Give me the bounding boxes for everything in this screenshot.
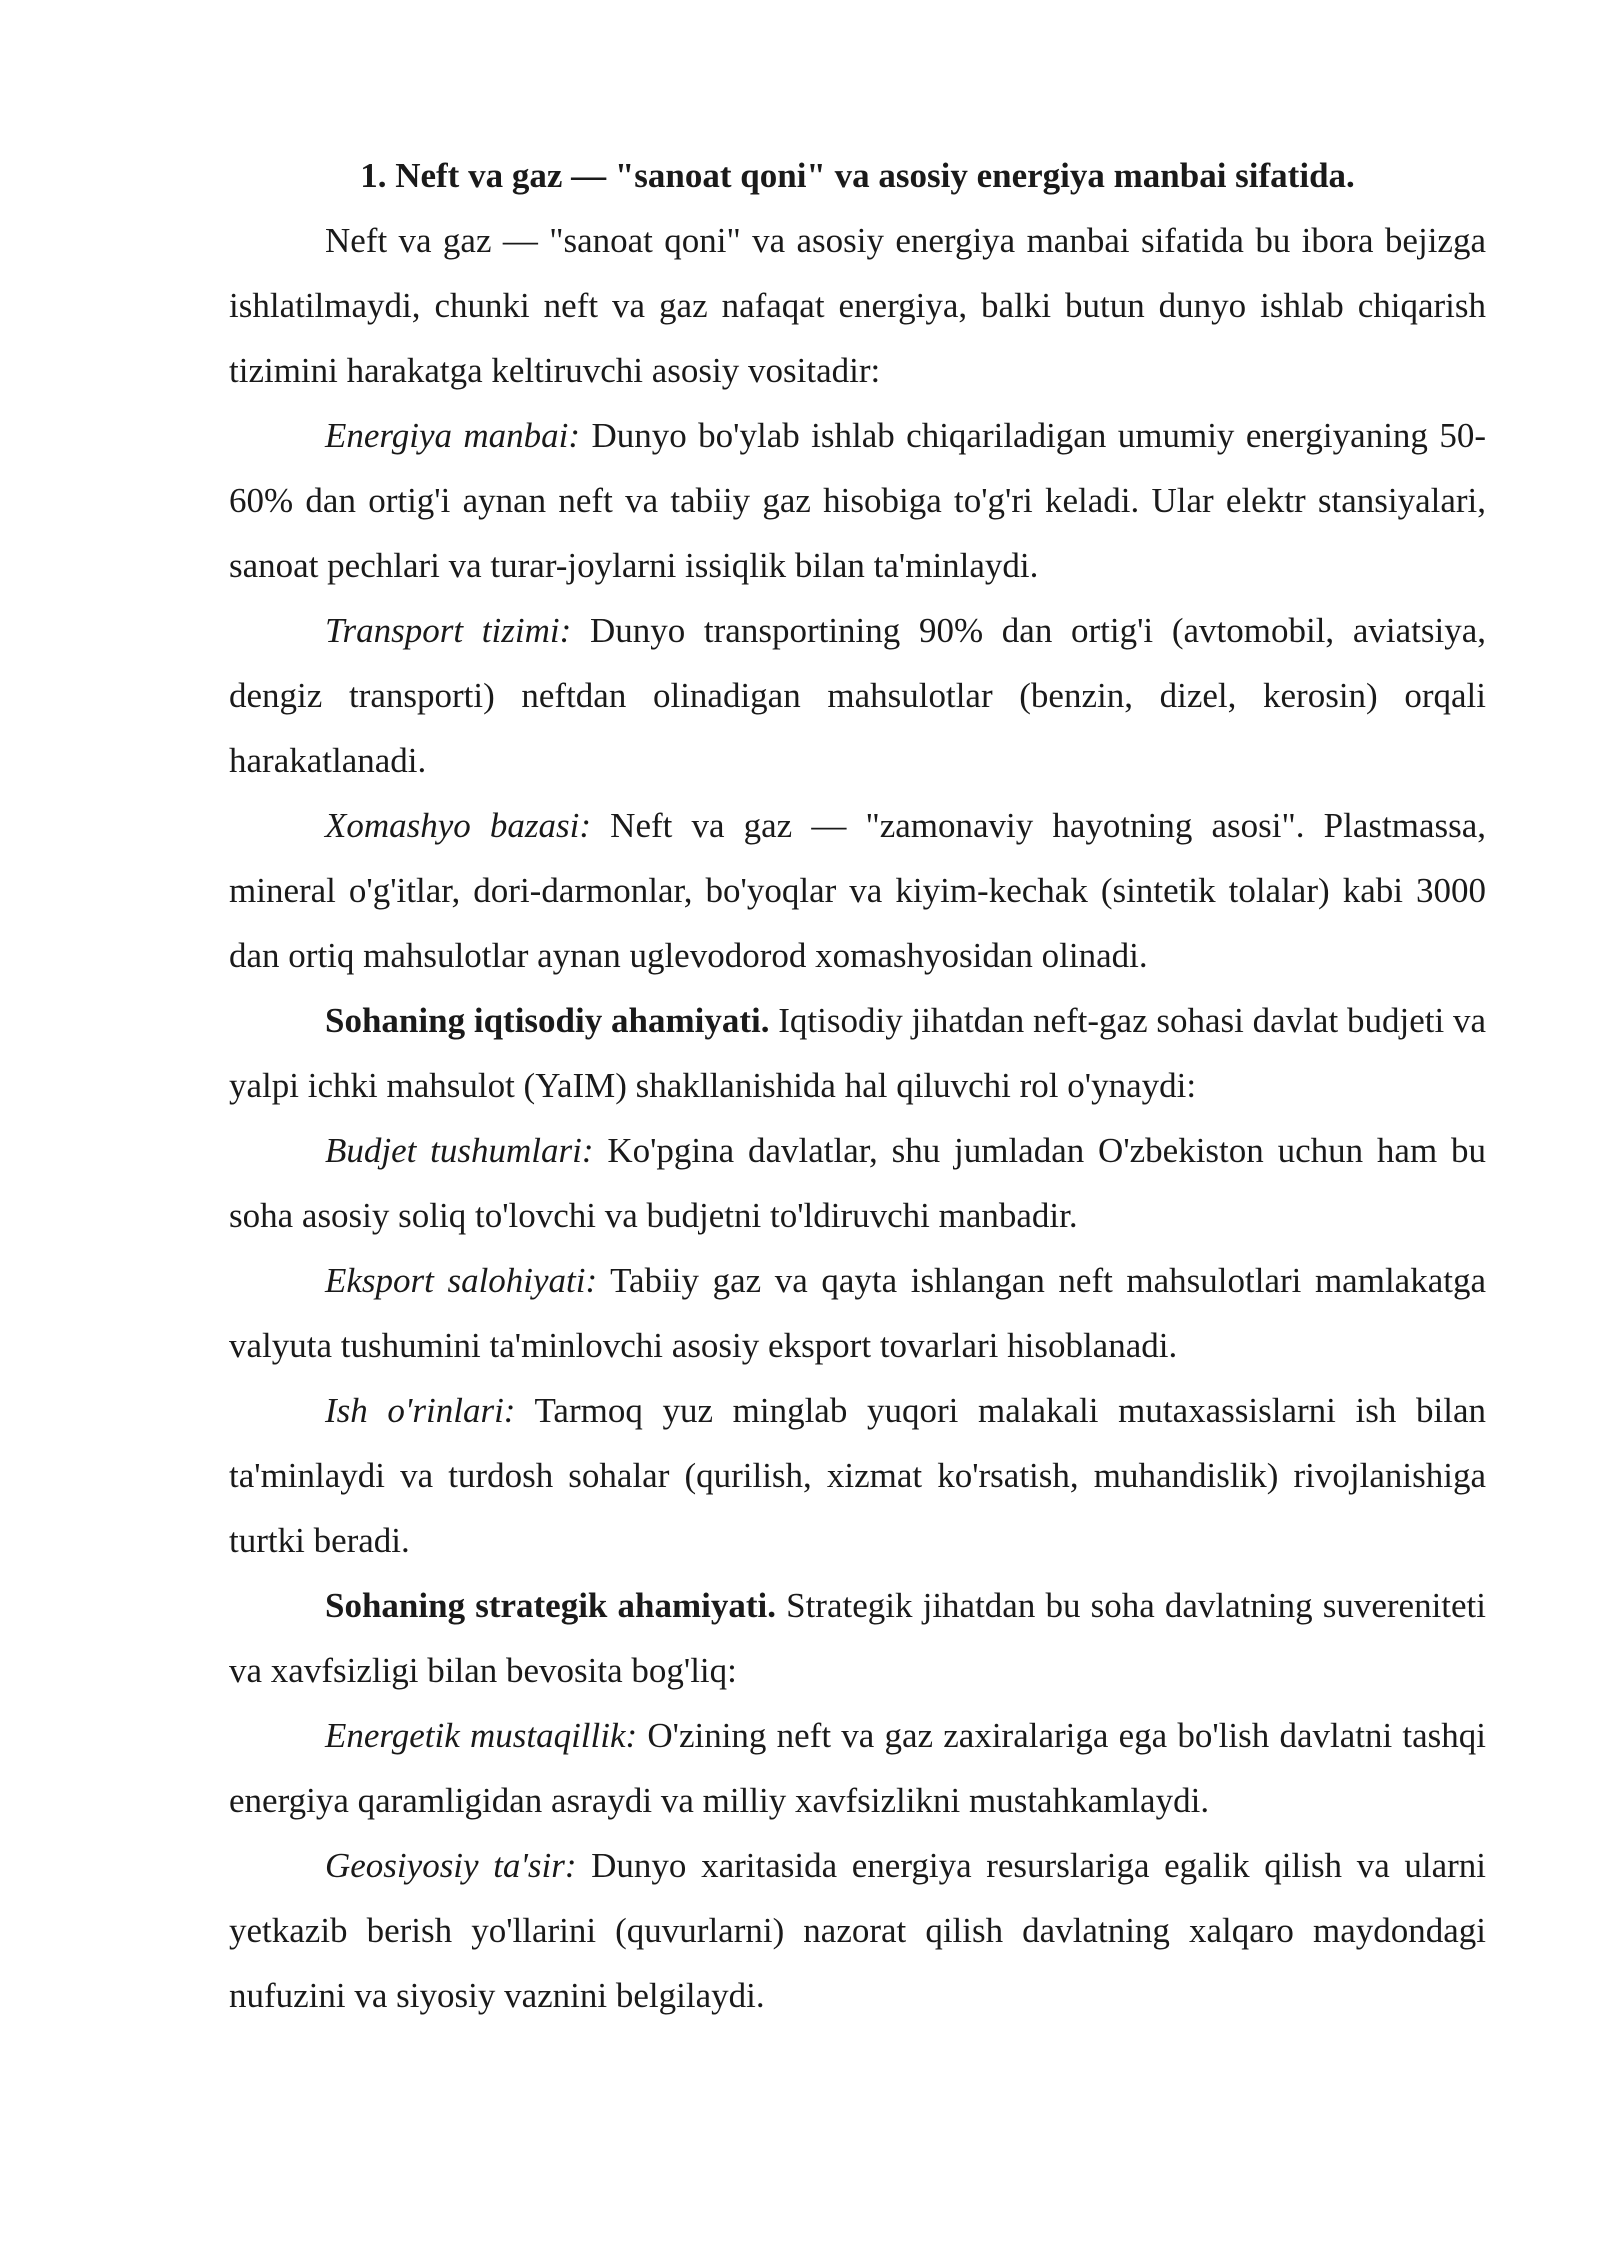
section-heading: 1. Neft va gaz — "sanoat qoni" va asosiy energiya manbai sifatida. bbox=[360, 156, 1355, 195]
document-page bbox=[229, 143, 1486, 2028]
paragraph-text: Neft va gaz — "sanoat qoni" va asosiy energiya manbai sifatida bu ibora bejizga ishlatilmaydi, chunki neft va gaz nafaqat energiya, balki butun dunyo ishlab chiqarish tizimini harakatga keltiruvchi asosiy vositadir: bbox=[229, 221, 1486, 390]
paragraph-lead: Ish o'rinlari: bbox=[325, 1391, 516, 1430]
paragraph bbox=[229, 598, 1486, 793]
paragraph-text: Strategik jihatdan bu soha davlatning suvereniteti va xavfsizligi bilan bevosita bog'liq: bbox=[229, 1586, 1487, 1690]
paragraph bbox=[229, 403, 1486, 598]
paragraph-text: Dunyo xaritasida energiya resurslariga egalik qilish va ularni yetkazib berish yo'llarini (quvurlarni) nazorat qilish davlatning xalqaro maydondagi nufuzini va siyosiy vaznini belgilaydi. bbox=[229, 1846, 1486, 2015]
paragraph-lead: Transport tizimi: bbox=[325, 611, 572, 650]
paragraph-text: Iqtisodiy jihatdan neft-gaz sohasi davlat budjeti va yalpi ichki mahsulot (YaIM) shakllanishida hal qiluvchi rol o'ynaydi: bbox=[229, 1001, 1486, 1105]
paragraph-lead: Budjet tushumlari: bbox=[325, 1131, 594, 1170]
paragraph-lead: Sohaning iqtisodiy ahamiyati. bbox=[325, 1001, 770, 1040]
paragraph bbox=[229, 1703, 1486, 1833]
paragraph-text: Dunyo transportining 90% dan ortig'i (avtomobil, aviatsiya, dengiz transporti) neftdan olinadigan mahsulotlar (benzin, dizel, kerosin) orqali harakatlanadi. bbox=[229, 611, 1486, 780]
paragraph-text: Tabiiy gaz va qayta ishlangan neft mahsulotlari mamlakatga valyuta tushumini ta'minlovchi asosiy eksport tovarlari hisoblanadi. bbox=[229, 1261, 1486, 1365]
paragraph-text: O'zining neft va gaz zaxiralariga ega bo'lish davlatni tashqi energiya qaramligidan asraydi va milliy xavfsizlikni mustahkamlaydi. bbox=[229, 1716, 1487, 1820]
paragraph bbox=[229, 1118, 1486, 1248]
paragraph bbox=[229, 1833, 1486, 2028]
paragraph-lead: Energetik mustaqillik: bbox=[325, 1716, 638, 1755]
paragraph-lead: Geosiyosiy ta'sir: bbox=[325, 1846, 577, 1885]
paragraph bbox=[229, 1573, 1486, 1703]
paragraph-lead: Xomashyo bazasi: bbox=[325, 806, 592, 845]
paragraph bbox=[229, 1378, 1486, 1573]
paragraph bbox=[229, 988, 1486, 1118]
paragraph-text: Tarmoq yuz minglab yuqori malakali mutaxassislarni ish bilan ta'minlaydi va turdosh sohalar (qurilish, xizmat ko'rsatish, muhandislik) rivojlanishiga turtki beradi. bbox=[229, 1391, 1486, 1560]
paragraph-text: Neft va gaz — "zamonaviy hayotning asosi". Plastmassa, mineral o'g'itlar, dori-darmonlar, bo'yoqlar va kiyim-kechak (sintetik tolalar) kabi 3000 dan ortiq mahsulotlar aynan uglevodorod xomashyosidan olinadi. bbox=[229, 806, 1486, 975]
paragraph bbox=[229, 793, 1486, 988]
paragraph-lead: Eksport salohiyati: bbox=[325, 1261, 598, 1300]
paragraph bbox=[229, 208, 1486, 403]
paragraph-text: Ko'pgina davlatlar, shu jumladan O'zbekiston uchun ham bu soha asosiy soliq to'lovchi va budjetni to'ldiruvchi manbadir. bbox=[229, 1131, 1487, 1235]
paragraph-text: Dunyo bo'ylab ishlab chiqariladigan umumiy energiyaning 50-60% dan ortig'i aynan neft va tabiiy gaz hisobiga to'g'ri keladi. Ular elektr stansiyalari, sanoat pechlari va turar-joylarni issiqlik bilan ta'minlaydi. bbox=[229, 416, 1486, 585]
paragraph-lead: Sohaning strategik ahamiyati. bbox=[325, 1586, 776, 1625]
paragraph bbox=[229, 1248, 1486, 1378]
paragraph-lead: Energiya manbai: bbox=[325, 416, 581, 455]
